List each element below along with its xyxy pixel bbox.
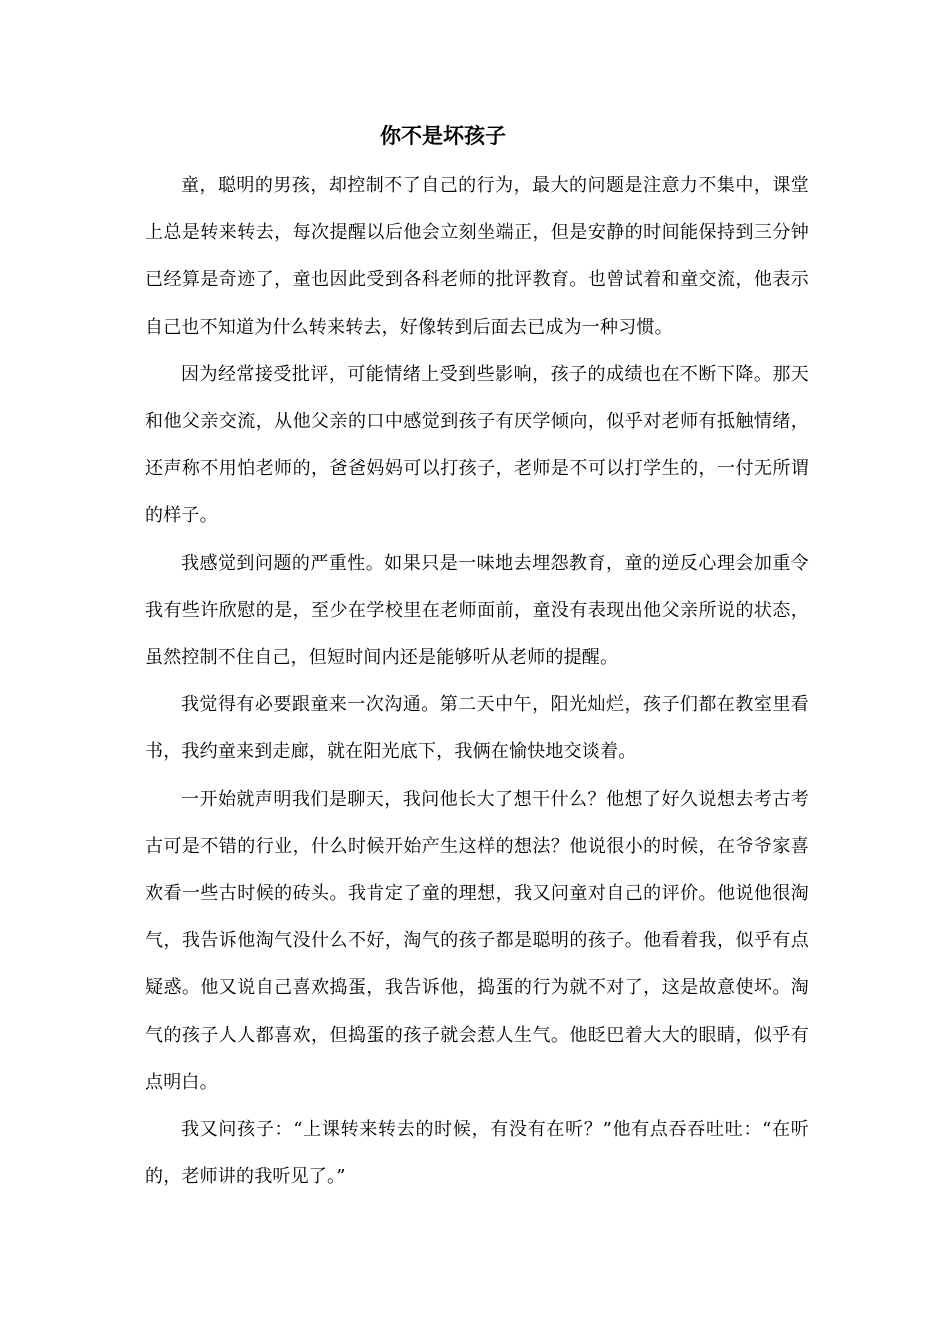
document-title: 你不是坏孩子 bbox=[380, 123, 506, 148]
paragraph: 我感觉到问题的严重性。如果只是一味地去埋怨教育，童的逆反心理会加重令我有些许欣慰的是，至少在学校里在老师面前，童没有表现出他父亲所说的状态，虽然控制不住自己，但短时间内还是能够听从老师的提醒。 bbox=[145, 552, 809, 669]
paragraph: 我又问孩子：“上课转来转去的时候，有没有在听？”他有点吞吞吐吐：“在听的，老师讲的我听见了。” bbox=[145, 1119, 809, 1188]
document-body bbox=[145, 162, 809, 1200]
paragraph: 我觉得有必要跟童来一次沟通。第二天中午，阳光灿烂，孩子们都在教室里看书，我约童来到走廊，就在阳光底下，我俩在愉快地交谈着。 bbox=[145, 694, 809, 763]
paragraph: 一开始就声明我们是聊天，我问他长大了想干什么？他想了好久说想去考古考古可是不错的行业，什么时候开始产生这样的想法？他说很小的时候，在爷爷家喜欢看一些古时候的砖头。我肯定了童的理想，我又问童对自己的评价。他说他很淘气，我告诉他淘气没什么不好，淘气的孩子都是聪明的孩子。他看着我，似乎有点疑惑。他又说自己喜欢捣蛋，我告诉他，捣蛋的行为就不对了，这是故意使坏。淘气的孩子人人都喜欢，但捣蛋的孩子就会惹人生气。他眨巴着大大的眼睛，似乎有点明白。 bbox=[145, 788, 809, 1093]
paragraph: 因为经常接受批评，可能情绪上受到些影响，孩子的成绩也在不断下降。那天和他父亲交流，从他父亲的口中感觉到孩子有厌学倾向，似乎对老师有抵触情绪，还声称不用怕老师的，爸爸妈妈可以打孩子，老师是不可以打学生的，一付无所谓的样子。 bbox=[145, 363, 809, 527]
paragraph: 童，聪明的男孩，却控制不了自己的行为，最大的问题是注意力不集中，课堂上总是转来转去，每次提醒以后他会立刻坐端正，但是安静的时间能保持到三分钟已经算是奇迹了，童也因此受到各科老师的批评教育。也曾试着和童交流，他表示自己也不知道为什么转来转去，好像转到后面去已成为一种习惯。 bbox=[145, 175, 809, 338]
